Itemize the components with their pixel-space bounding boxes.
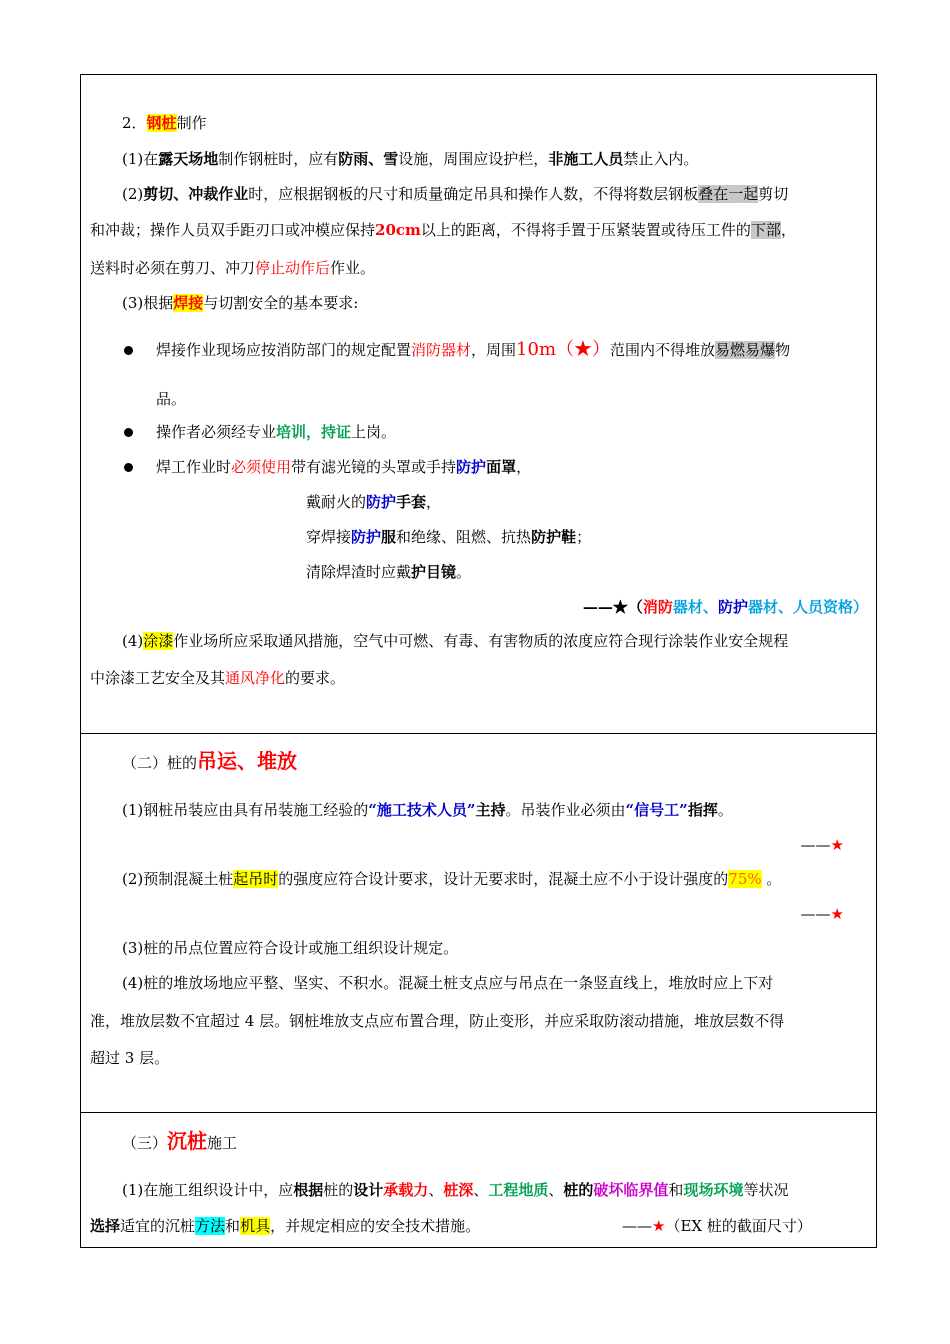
sub-item-gloves: 戴耐火的防护手套， <box>306 493 442 511</box>
summary-note: ——★（消防器材、防护器材、人员资格） <box>582 598 868 616</box>
section-lifting-box <box>80 733 877 1113</box>
sec2-para-4-line-1: (4)桩的堆放场地应平整、坚实、不积水。混凝土桩支点应与吊点在一条竖直线上，堆放时应上下对 <box>122 974 774 992</box>
star-mark-2: ——★ <box>800 905 844 923</box>
bullet-1-line-2: 品。 <box>156 390 187 408</box>
sec2-para-2: (2)预制混凝土桩起吊时的强度应符合设计要求，设计无要求时，混凝土应不小于设计强度的75% 。 <box>122 870 782 888</box>
bullet-dot <box>124 428 133 437</box>
star-mark-1: ——★ <box>800 836 844 854</box>
sub-item-goggles: 清除焊渣时应戴护目镜。 <box>306 563 472 581</box>
para-1: (1)在露天场地制作钢桩时，应有防雨、雪设施，周围应设护栏，非施工人员禁止入内。 <box>122 150 699 168</box>
sec3-para-1-line-1: (1)在施工组织设计中，应根据桩的设计承载力、桩深、工程地质、桩的破坏临界值和现场环境等状况 <box>122 1181 789 1199</box>
para-3: (3)根据焊接与切割安全的基本要求: <box>122 294 359 312</box>
para-2-line-3: 送料时必须在剪刀、冲刀停止动作后作业。 <box>90 259 376 277</box>
para-2-line-2: 和冲裁；操作人员双手距刃口或冲模应保持20cm以上的距离，不得将手置于压紧装置或待压工件的下部， <box>90 221 796 239</box>
sec2-para-3: (3)桩的吊点位置应符合设计或施工组织设计规定。 <box>122 939 459 957</box>
para-4-line-2: 中涂漆工艺安全及其通风净化的要求。 <box>90 669 346 687</box>
sec3-para-1-line-2: 选择适宜的沉桩方法和机具，并规定相应的安全技术措施。 <box>90 1217 481 1235</box>
para-4-line-1: (4)涂漆作业场所应采取通风措施，空气中可燃、有毒、有害物质的浓度应符合现行涂装作业安全规程 <box>122 632 789 650</box>
section-3-heading: （三）沉桩施工 <box>122 1129 238 1153</box>
sec3-star-note: ——★（EX 桩的截面尺寸） <box>622 1217 812 1235</box>
sec2-para-4-line-2: 准，堆放层数不宜超过 4 层。钢桩堆放支点应布置合理，防止变形，并应采取防滚动措施，堆放层数不得 <box>90 1012 785 1030</box>
bullet-1-line-1: 焊接作业现场应按消防部门的规定配置消防器材，周围10m（★）范围内不得堆放易燃易爆物 <box>156 339 791 360</box>
bullet-dot <box>124 463 133 472</box>
bullet-dot <box>124 346 133 355</box>
title-number: 2． <box>122 114 147 132</box>
section-title <box>122 113 207 133</box>
title-keyword: 钢桩 <box>146 114 177 132</box>
bullet-2: 操作者必须经专业培训，持证上岗。 <box>156 423 397 441</box>
title-rest: 制作 <box>176 114 207 132</box>
sec2-para-1: (1)钢桩吊装应由具有吊装施工经验的“施工技术人员”主持。吊装作业必须由“信号工”指挥。 <box>122 801 733 819</box>
sec2-para-4-line-3: 超过 3 层。 <box>90 1049 170 1067</box>
para-2-line-1: (2)剪切、冲裁作业时，应根据钢板的尺寸和质量确定吊具和操作人数，不得将数层钢板叠在一起剪切 <box>122 185 789 203</box>
section-2-heading: （二）桩的吊运、堆放 <box>122 749 298 773</box>
bullet-3: 焊工作业时必须使用带有滤光镜的头罩或手持防护面罩， <box>156 458 532 476</box>
sub-item-clothing: 穿焊接防护服和绝缘、阻燃、抗热防护鞋； <box>306 528 592 546</box>
